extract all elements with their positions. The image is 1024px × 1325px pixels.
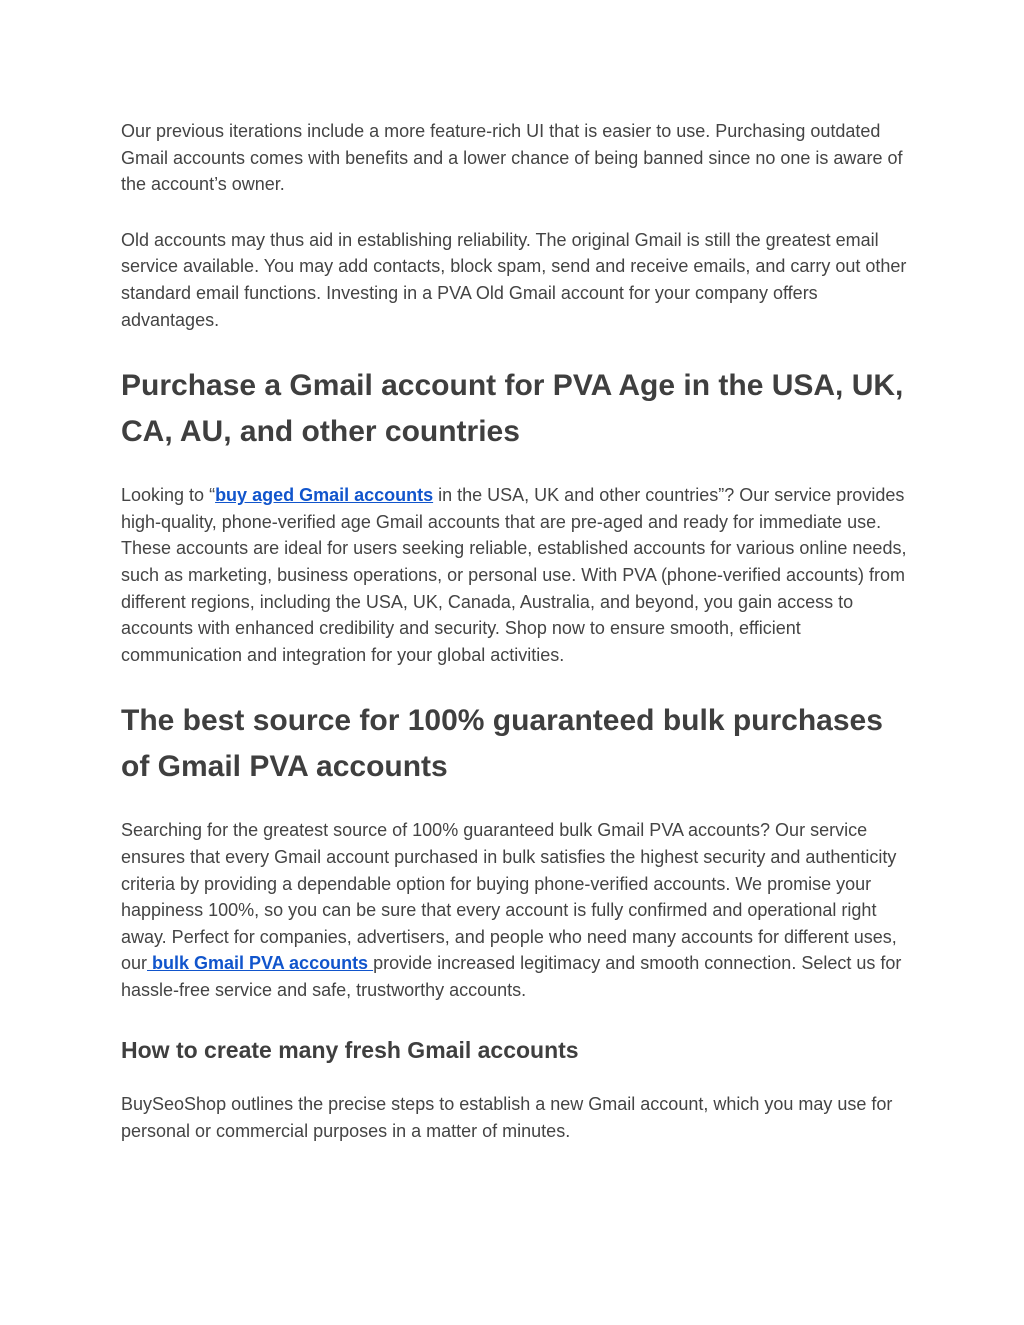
bulk-gmail-pva-accounts-link[interactable]: bulk Gmail PVA accounts: [147, 953, 374, 974]
section-paragraph-purchase-aged: [121, 482, 911, 668]
text-segment: provide increased legitimacy and smooth connection. Select us for hassle-free service and safe, trustworthy accounts.: [121, 953, 902, 1000]
section-heading-create-accounts: How to create many fresh Gmail accounts: [121, 1037, 579, 1064]
intro-paragraph-2: Old accounts may thus aid in establishing reliability. The original Gmail is still the greatest email service available. You may add contacts, block spam, send and receive emails, and carry out other standard email functions. Investing in a PVA Old Gmail account for your company offers advantages.: [121, 229, 907, 330]
section-heading-bulk-source: The best source for 100% guaranteed bulk purchases of Gmail PVA accounts: [121, 704, 883, 784]
text-segment: in the USA, UK and other countries”? Our service provides high-quality, phone-verified age Gmail accounts that are pre-aged and ready for immediate use. These accounts are ideal for users seeking reliable, established accounts for various online needs, such as marketing, business operations, or personal use. With PVA (phone-verified accounts) from different regions, including the USA, UK, Canada, Australia, and beyond, you gain access to accounts with enhanced credibility and security. Shop now to ensure smooth, efficient communication and integration for your global activities.: [121, 485, 907, 665]
text-segment: Searching for the greatest source of 100% guaranteed bulk Gmail PVA accounts? Our service ensures that every Gmail account purchased in bulk satisfies the highest security and authenticity criteria by providing a dependable option for buying phone-verified accounts. We promise your happiness 100%, so you can be sure that every account is fully confirmed and operational right away. Perfect for companies, advertisers, and people who need many accounts for different uses, our: [121, 820, 897, 974]
section-heading-purchase-aged: Purchase a Gmail account for PVA Age in the USA, UK, CA, AU, and other countries: [121, 369, 904, 449]
section-paragraph-create-accounts: BuySeoShop outlines the precise steps to establish a new Gmail account, which you may use for personal or commercial purposes in a matter of minutes.: [121, 1094, 893, 1142]
text-segment: Looking to “: [121, 485, 216, 506]
buy-aged-gmail-accounts-link[interactable]: buy aged Gmail accounts: [215, 485, 434, 506]
section-paragraph-bulk-source: [121, 817, 911, 1003]
intro-paragraph-1: Our previous iterations include a more feature-rich UI that is easier to use. Purchasing outdated Gmail accounts comes with benefits and a lower chance of being banned since no one is aware of the account’s owner.: [121, 121, 903, 195]
document-page: [121, 118, 911, 1145]
